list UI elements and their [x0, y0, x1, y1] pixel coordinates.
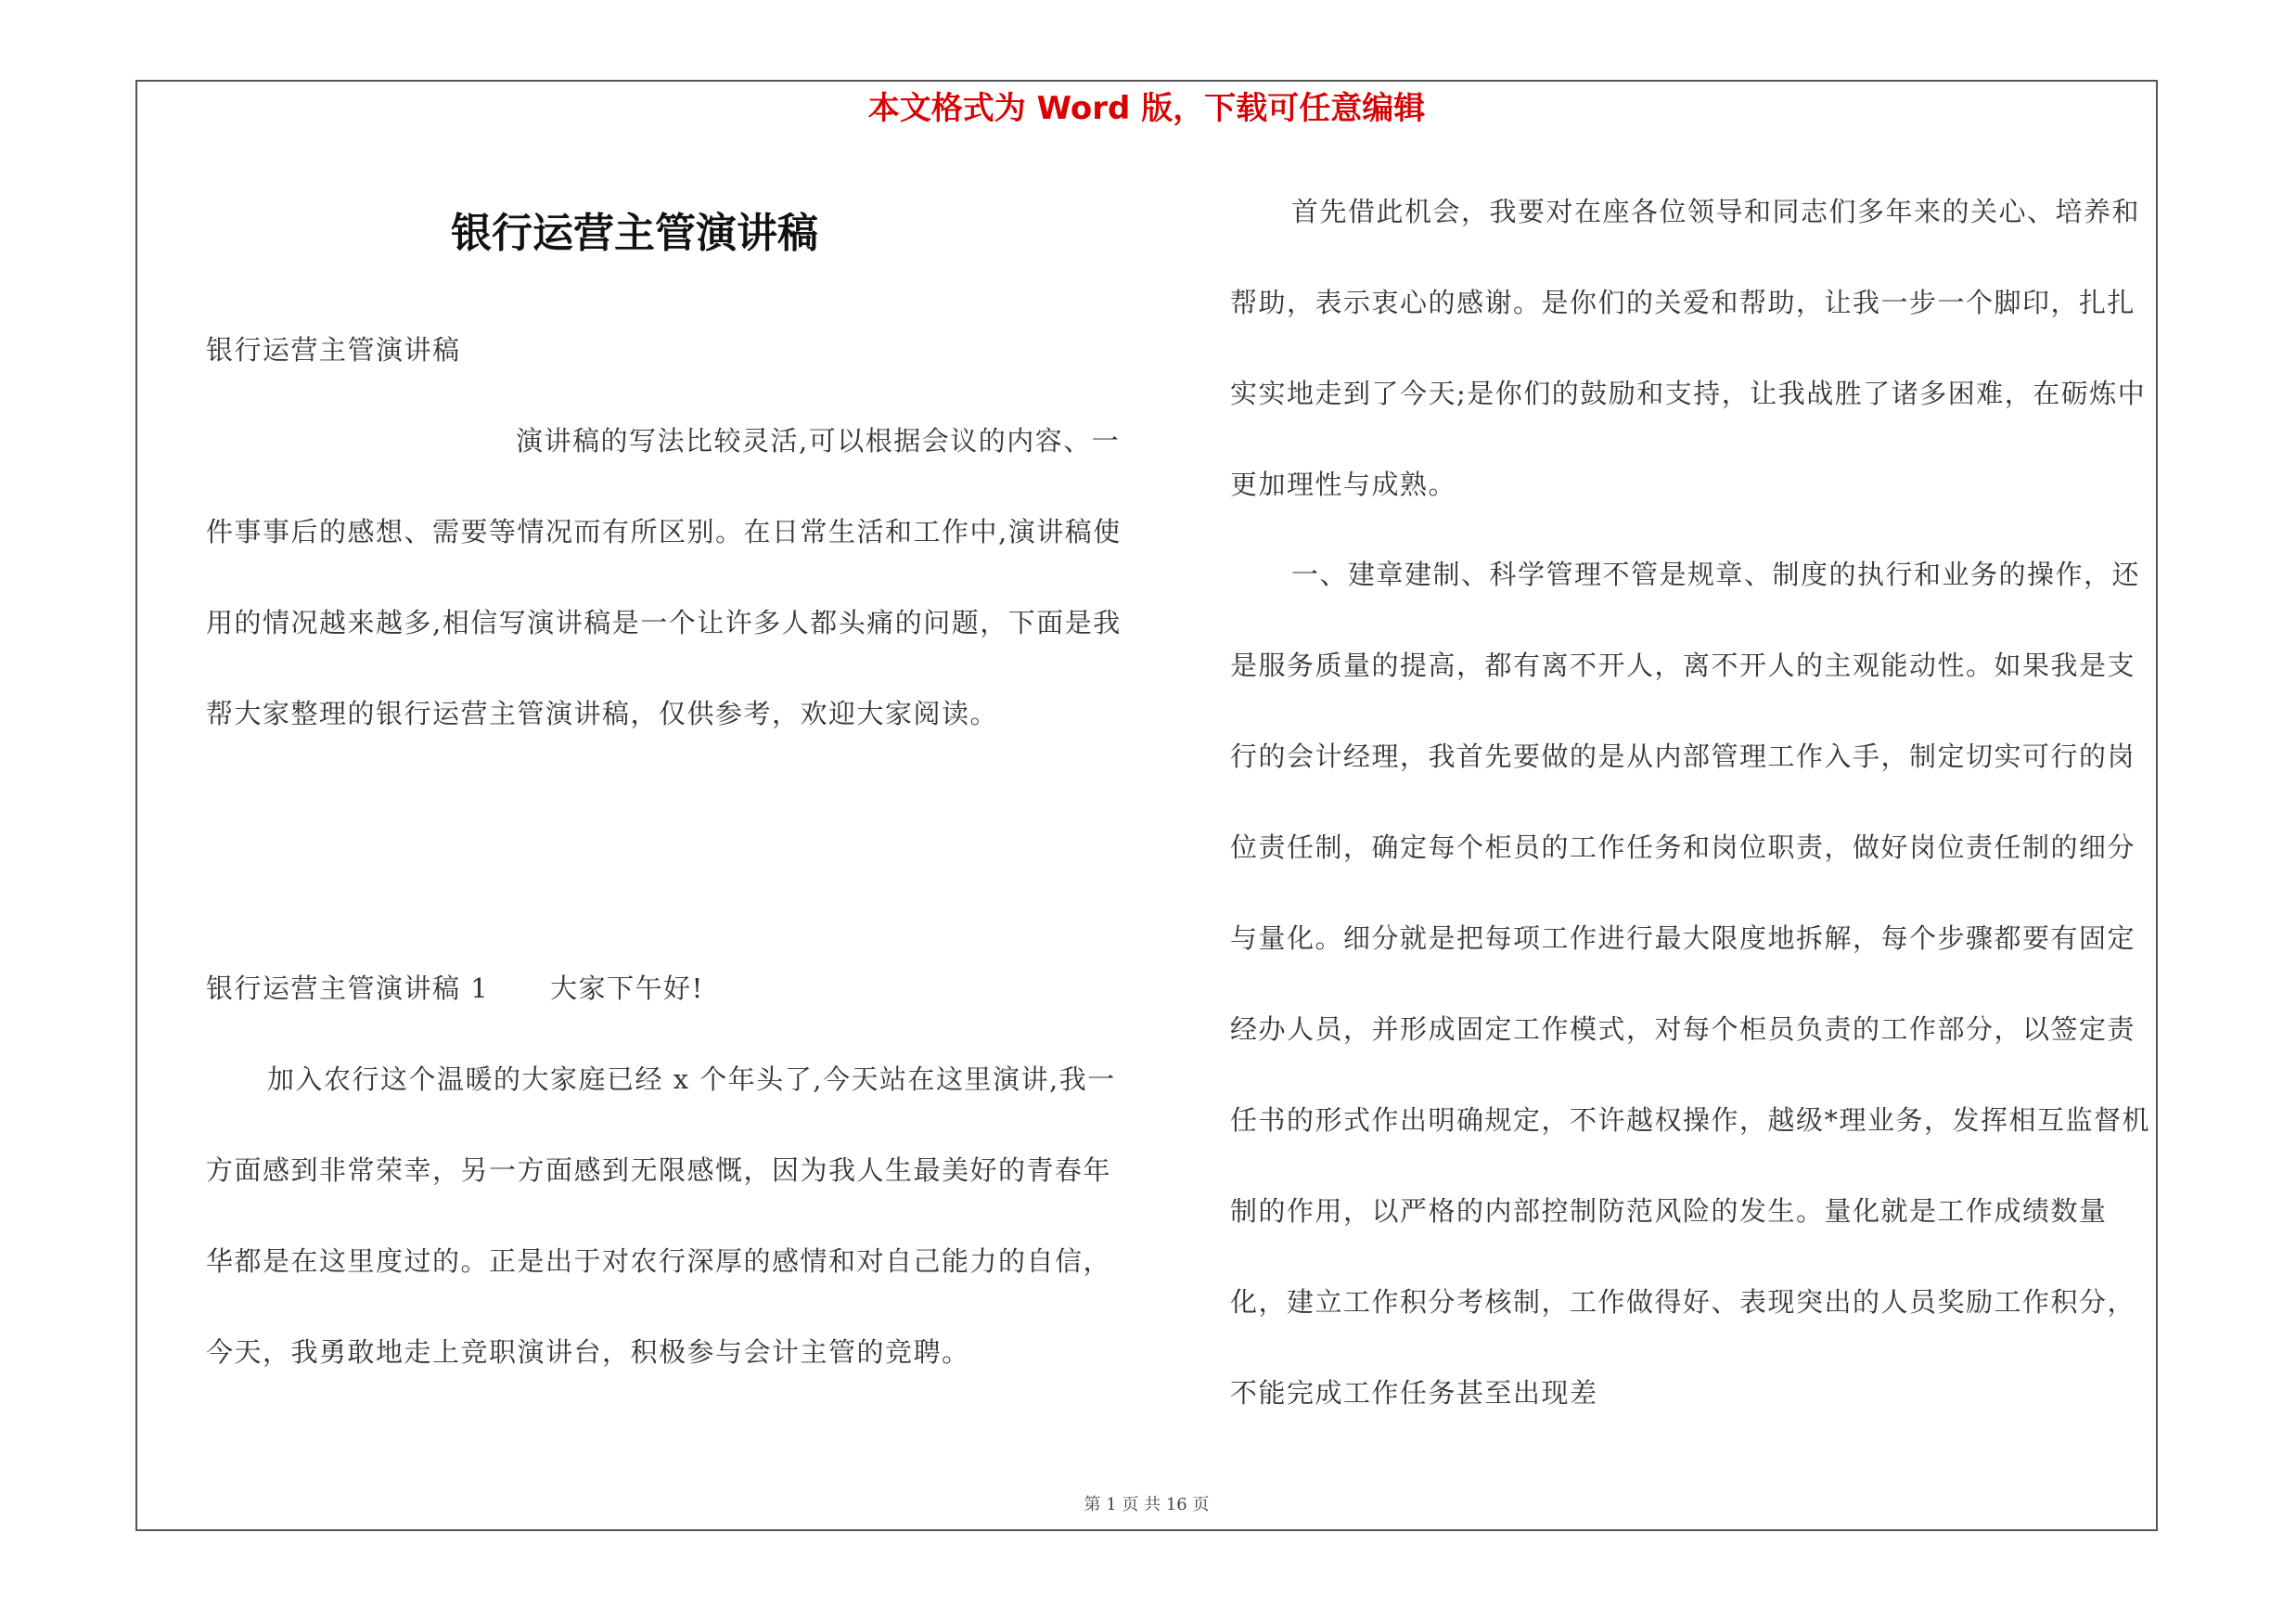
body-paragraph-2: 首先借此机会，我要对在座各位领导和同志们多年来的关心、培养和帮助，表示衷心的感谢。是你们的关爱和帮助，让我一步一个脚印，扎扎实实地走到了今天;是你们的鼓励和支持，让我战胜了诸多困难，在砺炼中更加理性与成熟。 — [1230, 196, 2147, 500]
document-title: 银行运营主管演讲稿 — [451, 210, 818, 257]
section-heading: 银行运营主管演讲稿 1 — [206, 973, 490, 1004]
format-banner: 本文格式为 Word 版，下载可任意编辑 — [867, 90, 1426, 127]
body-paragraph-3: 一、建章建制、科学管理不管是规章、制度的执行和业务的操作，还是服务质量的提高，都有离不开人，离不开人的主观能动性。如果我是支行的会计经理，我首先要做的是从内部管理工作入手，制定切实可行的岗位责任制，确定每个柜员的工作任务和岗位职责，做好岗位责任制的细分与量化。细分就是把每项工作进行最大限度地拆解，每个步骤都要有固定经办人员，并形成固定工作模式，对每个柜员负责的工作部分，以签定责任书的形式作出明确规定，不许越权操作，越级*理业务，发挥相互监督机制的作用，以严格的内部控制防范风险的发生。量化就是工作成绩数量化，建立工作积分考核制，工作做得好、表现突出的人员奖励工作积分，不能完成工作任务甚至出现差 — [1230, 559, 2151, 1409]
body-paragraph-1: 加入农行这个温暖的大家庭已经 x 个年头了,今天站在这里演讲,我一方面感到非常荣幸，另一方面感到无限感慨，因为我人生最美好的青春年华都是在这里度过的。正是出于对农行深厚的感情和对自己能力的自信，今天，我勇敢地走上竞职演讲台，积极参与会计主管的竞聘。 — [206, 1063, 1116, 1368]
section-heading-line — [206, 943, 1139, 1034]
document-subtitle: 银行运营主管演讲稿 — [206, 334, 461, 366]
greeting: 大家下午好! — [550, 973, 704, 1004]
page-footer: 第 1 页 共 16 页 — [1084, 1495, 1210, 1514]
intro-paragraph: 演讲稿的写法比较灵活,可以根据会议的内容、一件事事后的感想、需要等情况而有所区别。在日常生活和工作中,演讲稿使用的情况越来越多,相信写演讲稿是一个让许多人都头痛的问题，下面是我帮大家整理的银行运营主管演讲稿，仅供参考，欢迎大家阅读。 — [206, 425, 1122, 729]
